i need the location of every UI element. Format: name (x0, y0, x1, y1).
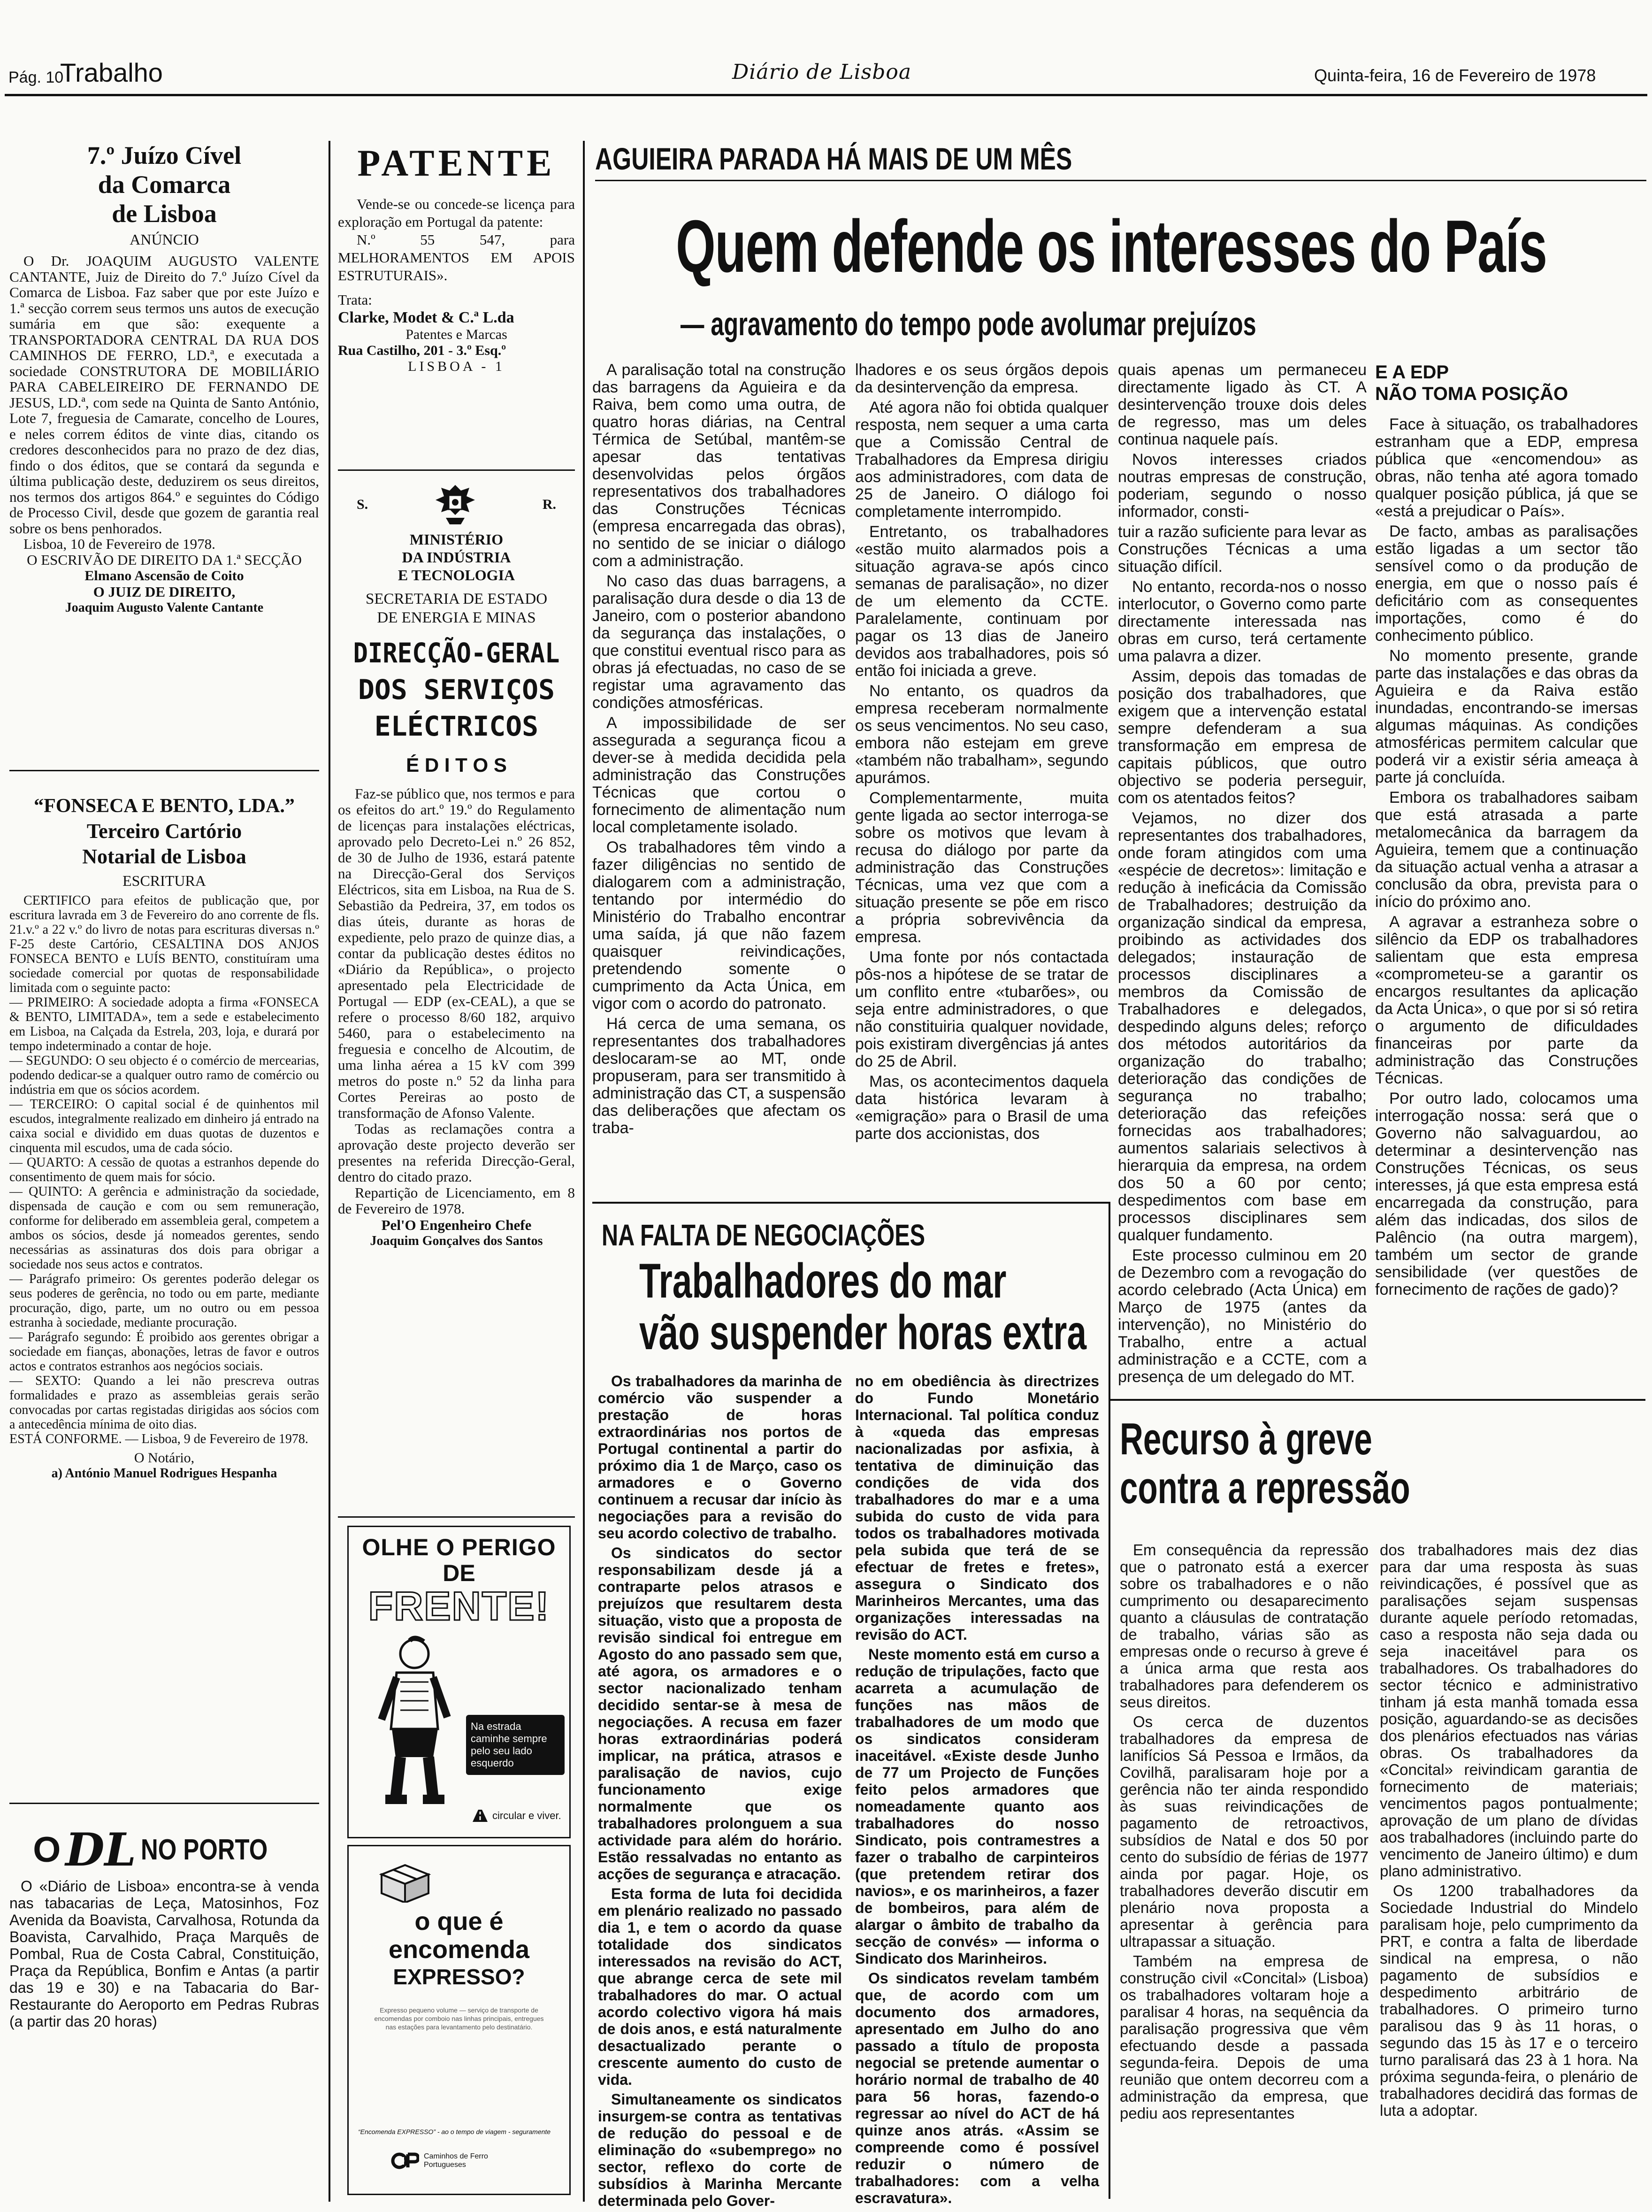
porto-box (9, 1821, 319, 2030)
patent-title: PATENTE (357, 143, 556, 184)
ministry-r: R. (542, 497, 556, 512)
cp-logo-icon (391, 2151, 419, 2170)
cp-brand (391, 2151, 499, 2170)
ministry-name: E TECNOLOGIA (398, 567, 515, 584)
sea-para: Os sindicatos do sector responsabilizam desde já a contraparte pelos atrasos e prejuízos que resultarem desta situação, visto que a proposta de revisão sindical foi entregue em Agosto do ano passado sem que, até agora, os armadores e o sector nacionalizado tenham decidido sentar-se à mesa de negociações. A recusa em fazer horas extraordinárias poderá implicar, na prática, atrasos e paralisação de navios, cujo funcionamento exige normalmente que os trabalhadores prolonguem a sua actividade para além do horário. Estão ressalvadas no entanto as acções de segurança e atracação. (598, 1544, 842, 1882)
main-col-2 (855, 361, 1109, 1145)
section-title: Trabalho (60, 58, 163, 87)
main-para: lhadores e os seus órgãos depois da desintervenção da empresa. (855, 361, 1109, 396)
main-para: Assim, depois das tomadas de posição dos trabalhadores, que exigem que a intervenção estatal sempre defenderam a sua transformação em empresa de capitais públicos, que outro objectivo se poderia perseguir, com os atentados feitos? (1118, 668, 1367, 807)
ministry-name: DA INDÚSTRIA (402, 549, 511, 566)
parcel-icon (377, 1860, 433, 1903)
main-para: Os trabalhadores têm vindo a fazer diligências no sentido de dialogarem com a administração, tentando por intermédio do Ministério do Trabalho encontrar uma saída, já que não fazem quaisquer reivindicações, pretendendo somente o cumprimento da Acta Única, em vigor com o acordo do patronato. (592, 838, 846, 1013)
main-deck: — agravamento do tempo pode avolumar prejuízos (681, 306, 1256, 342)
main-para: quais apenas um permaneceu directamente ligado às CT. A desintervenção trouxe dois deles de regresso, mas um deles continua naquele país. (1118, 361, 1367, 448)
directorate: ELÉCTRICOS (374, 710, 539, 742)
divider (338, 469, 575, 471)
main-para: Vejamos, no dizer dos representantes dos trabalhadores, onde foram atingidos com uma «espécie de decretos»: limitação e redução à ineficácia da Comissão de Trabalhadores; destruição da organização sindical da empresa, proibindo as actividades dos delegados; instauração de processos disciplinares a membros da Comissão de Trabalhadores e delegados, despedindo alguns deles; reforço dos métodos autoritários da organização do trabalho; deterioração das condições de segurança no trabalho; deterioração das refeições fornecidas aos trabalhadores; aumentos salariais selectivos à hierarquia da empresa, na ordem dos 50 a 60 por cento; despedimentos com base em processos disciplinares sem qualquer fundamento. (1118, 809, 1367, 1244)
ministry-text: Faz-se público que, nos termos e para os efeitos do art.º 19.º do Regulamento de licenças para instalações eléctricas, aprovado pelo Decreto-Lei n.º 26 852, de 30 de Julho de 1936, estará patente na Direcção-Geral dos Serviços Eléctricos, sita em Lisboa, na Rua de S. Sebastião da Pedreira, 37, em todos os dias úteis, durante as horas de expediente, pelo prazo de quinze dias, a contar da publicação destes éditos no «Diário da República», o projecto apresentado pela Electricidade de Portugal — EDP (ex-CEAL), a que se refere o processo 8/60 182, arquivo 5460, para o estabelecimento na freguesia e concelho de Alcoutim, de uma linha aérea a 15 kV com 399 metros do poste n.º 52 da linha para Cortes Pereiras ao posto de transformação de Afonso Valente. (338, 785, 575, 1121)
notice-title: de Lisboa (112, 200, 217, 228)
road-icon (471, 1809, 489, 1823)
sea-kicker: NA FALTA DE NEGOCIAÇÕES (602, 1218, 925, 1252)
page-number: Pág. 10 (8, 69, 64, 86)
main-para: Entretanto, os trabalhadores «estão muito alarmados pois a situação agrava-se após cinco semanas de paralisação», no dizer de um elemento da CCTE. Paralelamente, continuam por pagar os 13 dias de Janeiro devidos aos trabalhadores, pois só então foi iniciada a greve. (855, 523, 1109, 680)
patent-text: Vende-se ou concede-se licença para exploração em Portugal da patente: (338, 196, 575, 230)
strike-box (1110, 1399, 1645, 2199)
subhead: E A EDP (1375, 362, 1449, 383)
expresso-tagline: “Encomenda EXPRESSO” - ao o tempo de viagem - seguramente (358, 2128, 551, 2135)
ad-footer (471, 1809, 561, 1823)
editos-heading: É D I T O S (406, 754, 507, 776)
subhead: NÃO TOMA POSIÇÃO (1375, 384, 1568, 404)
road-safety-ad (347, 1526, 571, 1838)
deed-signature: a) António Manuel Rodrigues Hespanha (51, 1466, 277, 1481)
secretariat: SECRETARIA DE ESTADO (365, 591, 548, 607)
issue-date: Quinta-feira, 16 de Fevereiro de 1978 (1314, 66, 1596, 85)
ministry-signature: Joaquim Gonçalves dos Santos (370, 1234, 543, 1248)
deed-para: — QUARTO: A cessão de quotas a estranhos depende do consentimento de quem mais for sócio. (9, 1155, 319, 1184)
notice-body: O Dr. JOAQUIM AUGUSTO VALENTE CANTANTE, Juiz de Direito do 7.º Juízo Cível da Comarca de Lisboa. Faz saber que por este Juízo e 1.ª secção correm seus termos uns autos de execução sumária em que são: exequente a TRANSPORTADORA CENTRAL DA RUA DOS CAMINHOS DE FERRO, LD.ª, e executada a sociedade CONSTRUTORA DE MOBILIÁRIO PARA CABELEIREIRO DE FERNANDO DE JESUS, LD.ª, com sede na Quinta de Santo António, Lote 7, freguesia de Camarate, concelho de Loures, e neles correm éditos de vinte dias, citando os credores desconhecidos para no prazo de dez dias, findo o dos éditos, que se contará da segunda e última publicação deste, deduzirem os seus direitos, nos termos dos artigos 864.º e seguintes do Código de Processo Civil, desde que gozem de garantia real sobre os bens penhorados. (9, 253, 319, 537)
ad-footer-text: circular e viver. (492, 1810, 561, 1821)
patent-firm: Clarke, Modet & C.ª L.da (338, 309, 514, 326)
patent-firm-sub: Patentes e Marcas (405, 327, 507, 342)
notice-date: Lisboa, 10 de Fevereiro de 1978. (23, 536, 215, 552)
strike-para: Os 1200 trabalhadores da Sociedade Industrial do Mindelo paralisam hoje, pelo cumprimento da PRT, e contra a falta de liberdade sindical na empresa, o não pagamento de subsídios e despedimento arbitrário de trabalhadores. O primeiro turno paralisou das 9 às 11 horas, o segundo das 15 às 17 e o terceiro turno paralisará das 23 à 1 hora. Na próxima segunda-feira, o plenário de trabalhadores decidirá das formas de luta a adoptar. (1380, 1882, 1638, 2119)
main-para: tuir a razão suficiente para levar as Construções Técnicas a uma situação difícil. (1118, 523, 1367, 576)
main-para: Até agora não foi obtida qualquer resposta, nem sequer a uma carta que a Comissão Central de Trabalhadores da Empresa dirigiu aos administradores, com data de 25 de Janeiro. O diálogo foi completamente interrompido. (855, 399, 1109, 521)
ad-headline: DE (443, 1560, 475, 1586)
dl-logo: DL (65, 1823, 137, 1876)
expresso-question (349, 1907, 569, 1990)
deed-title: “FONSECA E BENTO, LDA.” (34, 795, 295, 817)
strike-para: dos trabalhadores mais dez dias para dar uma resposta às suas reivindicações, é possível que as paralisações sejam suspensas durante aquele período retomadas, caso a resposta não seja dada ou seja inaceitável para os trabalhadores. Os trabalhadores do sector técnico e administrativo tinham já esta manhã tomada essa posição, aguardando-se as decisões dos plenários efectuados nas várias obras. Os trabalhadores da «Concital» reivindicam garantia de fornecimento de materiais; vencimentos pagos pontualmente; aprovação de um plano de dívidas aos trabalhadores (incluindo parte do vencimento de Janeiro último) e dum plano administrativo. (1380, 1541, 1638, 1880)
main-col-4 (1375, 361, 1638, 1301)
main-col-1 (592, 361, 846, 1140)
divider (9, 1803, 319, 1804)
main-para: Há cerca de uma semana, os representantes dos trabalhadores deslocaram-se ao MT, onde propuseram, para ser transmitido à administração das CT, a suspensão das deliberações que afectam os traba- (592, 1015, 846, 1137)
deed-para: — QUINTO: A gerência e administração da sociedade, dispensada de caução e com ou sem remuneração, conforme for deliberado em assembleia geral, competem a ambos os sócios, desde já nomeados gerentes, sendo necessárias as assinaturas dos dois para obrigar a sociedade nos seus actos e contratos. (9, 1184, 319, 1272)
expresso-q2: encomenda (388, 1936, 530, 1964)
main-kicker: AGUIEIRA PARADA HÁ MAIS DE UM MÊS (595, 141, 1072, 176)
kicker-rule (595, 180, 1646, 181)
main-para: A agravar a estranheza sobre o silêncio da EDP os trabalhadores salientam que esta empresa «comprometeu-se a garantir os encargos resultantes da aplicação da Acta Única», o que por si só retira o argumento de dificuldades financeiras por parte da administração das Construções Técnicas. (1375, 913, 1638, 1087)
ad-headline-big: FRENTE! (368, 1584, 550, 1629)
ad-bubble: Na estrada caminhe sempre pelo seu lado esquerdo (466, 1715, 565, 1775)
sea-para: Simultaneamente os sindicatos insurgem-se contra as tentativas de redução do pessoal e de eliminação do «subemprego» no sector, reflexo do corte de subsídios à Marinha Mercante determinada pelo Gover- (598, 2091, 842, 2209)
main-col-3 (1118, 361, 1367, 1389)
expresso-q3: EXPRESSO? (393, 1965, 525, 1989)
patent-text: N.º 55 547, para MELHORAMENTOS EM APOIS ESTRUTURAIS». (338, 231, 575, 284)
header-rule (5, 94, 1647, 96)
ministry-text: Todas as reclamações contra a aprovação deste projecto deverão ser presentes na referida Direcção-Geral, dentro do citado prazo. (338, 1121, 575, 1185)
sea-box (592, 1202, 1110, 2209)
ministry-signature: Pel'O Engenheiro Chefe (381, 1217, 532, 1233)
deed-para: — TERCEIRO: O capital social é de quinhentos mil escudos, integralmente realizado em dinheiro já entrado na caixa social e dividido em duas quotas de duzentos e cinquenta mil escudos, uma de cada sócio. (9, 1097, 319, 1155)
main-para: Mas, os acontecimentos daquela data histórica levaram à «emigração» para o Brasil de uma parte dos accionistas, dos (855, 1073, 1109, 1143)
cp-brand-text: Caminhos de Ferro Portugueses (424, 2152, 488, 2169)
main-para: No entanto, recorda-nos o nosso interlocutor, o Governo como parte directamente interessada nas obras em curso, terá certamente uma palavra a dizer. (1118, 578, 1367, 665)
deed-para: ESTÁ CONFORME. — Lisboa, 9 de Fevereiro de 1978. (9, 1432, 308, 1446)
main-para: No entanto, os quadros da empresa receberam normalmente os seus vencimentos. No seu caso, embora não estejam em greve «também não trabalham», segundo apurámos. (855, 682, 1109, 787)
directorate: DIRECÇÃO-GERAL (353, 637, 560, 669)
deed-para: — SEXTO: Quando a lei não prescreva outras formalidades e prazo as assembleias gerais serão convocadas por cartas registadas dirigidas aos sócios com a antecedência mínima de oito dias. (9, 1374, 319, 1432)
coat-of-arms-row (338, 479, 575, 530)
strike-para: Os cerca de duzentos trabalhadores da empresa de lanifícios Sá Pessoa e Irmãos, da Covilhã, paralisaram hoje por a gerência não ter ainda respondido às suas reivindicações de pagamento de retroactivos, subsídios de Natal e dos 50 por cento do subsídio de férias de 1977 ainda por pagar. Hoje, os trabalhadores deverão discutir em plenário nova proposta a apresentar à gerência para ultrapassar a situação. (1120, 1713, 1369, 1950)
notice-signature: O JUIZ DE DIREITO, (93, 583, 236, 600)
expresso-q1: o que é (414, 1907, 504, 1936)
sea-col-1 (598, 1373, 842, 2212)
main-headline: Quem defende os interesses do País (676, 205, 1547, 288)
expresso-small-print: Expresso pequeno volume — serviço de transporte de encomendas por comboio nas linhas principais, entregues nas estações para levantamento pelo destinatário. (374, 2006, 544, 2031)
pedestrian-icon (363, 1635, 461, 1809)
main-para: Embora os trabalhadores saibam que está atrasada a parte metalomecânica da barragem da Aguieira, temem que a continuação da situação actual venha a atrasar a conclusão da obra, prevista para o início do próximo ano. (1375, 789, 1638, 911)
notice-kind: ANÚNCIO (130, 231, 199, 248)
deed-kind: ESCRITURA (122, 872, 206, 889)
notice-signature: Joaquim Augusto Valente Cantante (65, 600, 264, 615)
deed-para: — Parágrafo segundo: É proibido aos gerentes obrigar a sociedade em fianças, abonações, letras de favor e outros actos e contratos estranhos aos negócios sociais. (9, 1330, 319, 1374)
main-para: Este processo culminou em 20 de Dezembro com a revogação do acordo celebrado (Acta Única) em Março de 1975 (antes da intervenção), no Ministério do Trabalho, entre a actual administração e a CCTE, com a presença de um delegado do MT. (1118, 1246, 1367, 1386)
strike-para: Em consequência da repressão que o patronato está a exercer sobre os trabalhadores e o não cumprimento ou desaparecimento quanto a cláusulas de contratação de trabalho, várias são as empresas onde o recurso à greve é a única arma que resta aos trabalhadores para defenderem os seus direitos. (1120, 1541, 1369, 1711)
sea-para: Os trabalhadores da marinha de comércio vão suspender a prestação de horas extraordinárias nos portos de Portugal continental a partir do próximo dia 1 de Março, caso os armadores e o Governo continuem a recusar dar início às negociações para a revisão do seu acordo colectivo de trabalho. (598, 1373, 842, 1542)
strike-para: Também na empresa de construção civil «Concital» (Lisboa) os trabalhadores voltaram hoje a paralisar 4 horas, na sequência da paralisação progressiva que vêm efectuando desde a passada segunda-feira. Depois de uma reunião que ontem decorreu com a administração da empresa, que pediu aos representantes (1120, 1952, 1369, 2122)
porto-body: O «Diário de Lisboa» encontra-se à venda nas tabacarias de Leça, Matosinhos, Foz Avenida da Boavista, Carvalhosa, Rotunda da Boavista, Carvalhido, Praça Marquês de Pombal, Rua de Costa Cabral, Constituição, Praça da República, Bonfim e Antas (a partir das 19 e 30) e na Tabacaria do Bar-Restaurante do Aeroporto em Pedras Rubras (a partir das 20 horas) (9, 1878, 319, 2030)
coat-of-arms-icon (432, 481, 479, 528)
notice-title: da Comarca (98, 170, 231, 199)
notice-signature: Elmano Ascensão de Coito (84, 568, 244, 584)
deed-notice (9, 793, 319, 1481)
patent-text: Trata: (338, 292, 372, 308)
main-para: Face à situação, os trabalhadores estranham que a EDP, empresa pública que «encomendou» as obras, não tenha até agora tomado qualquer posição pública, já que se «está a prejudicar o País». (1375, 415, 1638, 520)
strike-headline: contra a repressão (1120, 1463, 1410, 1513)
deed-title: Terceiro Cartório (86, 820, 242, 843)
patent-ad (338, 141, 575, 375)
ad-headline: OLHE O PERIGO (362, 1534, 556, 1560)
main-para: A paralisação total na construção das barragens da Aguieira e da Raiva, bem como uma outra, de quatro horas diárias, na Central Térmica de Setúbal, mantêm-se apesar das tentativas desenvolvidas pelos órgãos representativos dos trabalhadores das Construções Técnicas (empresa encarregada das obras), no sentido de se iniciar o diálogo com a administração. (592, 361, 846, 570)
main-para: A impossibilidade de ser assegurada a segurança ficou a dever-se à medida decidida pela administração das Construções Técnicas que cortou o fornecimento de alimentação num local completamente isolado. (592, 714, 846, 836)
divider (9, 770, 319, 771)
notice-signature: O ESCRIVÃO DE DIREITO DA 1.ª SECÇÃO (27, 551, 302, 568)
expresso-ad (347, 1845, 571, 2195)
deed-signature: O Notário, (134, 1450, 195, 1466)
ministry-notice (338, 479, 575, 1249)
porto-suffix: NO PORTO (141, 1833, 268, 1866)
deed-para: — PRIMEIRO: A sociedade adopta a firma «FONSECA & BENTO, LIMITADA», tem a sede e estabelecimento em Lisboa, na Calçada da Estrela, 203, loja, e durará por tempo indeterminado a contar de hoje. (9, 995, 319, 1053)
court-notice (9, 141, 319, 616)
deed-para: CERTIFICO para efeitos de publicação que, por escritura lavrada em 3 de Fevereiro do ano corrente de fls. 21.v.º a 22 v.º do livro de notas para escrituras diversas n.º F-25 deste Cartório, CESALTINA DOS ANJOS FONSECA BENTO e LUÍS BENTO, constituíram uma sociedade comercial por quotas de responsabilidade limitada com o seguinte pacto: (9, 893, 319, 995)
ministry-name: MINISTÉRIO (409, 531, 504, 548)
patent-address: Rua Castilho, 201 - 3.º Esq.º (338, 343, 506, 358)
sea-para: Neste momento está em curso a redução de tripulações, facto que acarreta a acumulação de funções nas mãos de trabalhadores de um modo que os sindicatos consideram inaceitável. «Existe desde Junho de 77 um Projecto de Funções feito pelos armadores que nomeadamente quanto aos trabalhadores do nosso Sindicato, pois contramestres a fazer o trabalho de carpinteiros (que pretendem retirar dos navios», e os marinheiros, a fazer de bombeiros, para além de alargar o âmbito de trabalho da secção de convés» — informa o Sindicato dos Marinheiros. (855, 1646, 1099, 1967)
patent-city: LISBOA - 1 (408, 359, 505, 374)
porto-prefix: O (33, 1829, 61, 1870)
sea-para: Os sindicatos revelam também que, de acordo com um documento dos armadores, apresentado em Julho do ano passado a título de proposta negocial se pretende aumentar o horário normal de trabalho de 40 para 56 horas, fazendo-o regressar ao nível do ACT de há quinze anos atrás. «Assim se compreende como é possível reduzir o número de trabalhadores: com a velha escravatura». (855, 1970, 1099, 2206)
deed-para: — SEGUNDO: O seu objecto é o comércio de mercearias, podendo dedicar-se a qualquer outro ramo de comércio ou indústria em que os sócios acordem. (9, 1053, 319, 1097)
masthead-logo: Diário de Lisboa (732, 60, 912, 84)
column-rule (329, 141, 330, 2202)
directorate: DOS SERVIÇOS (358, 674, 555, 706)
ministry-s: S. (357, 497, 368, 512)
secretariat: DE ENERGIA E MINAS (377, 609, 536, 626)
main-para: Uma fonte por nós contactada pôs-nos a hipótese de se tratar de um conflito entre «tubarões», ou seja entre administradores, o que não constituiria qualquer novidade, pois existiram divergências já antes do 25 de Abril. (855, 948, 1109, 1070)
strike-col-1 (1120, 1542, 1369, 2125)
main-para: Complementarmente, muita gente ligada ao sector interroga-se sobre os motivos que levam à recusa do diálogo por parte da administração das Construções Técnicas, uma vez que com a situação presente se põe em risco a própria sobrevivência da empresa. (855, 789, 1109, 946)
main-para: Por outro lado, colocamos uma interrogação nossa: será que o Governo não salvaguardou, ao determinar a desintervenção nas Construções Técnicas, os seus interesses, já que esta empresa está encarregada da construção, para além das indicadas, dos silos de Palêncio (na outra margem), também um sector de grande sensibilidade (ver questões de fornecimento de rações de gado)? (1375, 1090, 1638, 1298)
sea-col-2 (855, 1373, 1099, 2209)
sea-headline: Trabalhadores do mar (639, 1254, 1007, 1308)
divider (338, 1516, 575, 1518)
main-para: Novos interesses criados noutras empresas de construção, poderiam, segundo o nosso informador, consti- (1118, 451, 1367, 521)
main-para: No momento presente, grande parte das instalações e das obras da Aguieira e da Raiva estão inundadas, encontrando-se imersas algumas máquinas. As condições atmosféricas permitem calcular que poderá vir a existir séria ameaça à parte já concluída. (1375, 647, 1638, 786)
strike-headline: Recurso à greve (1120, 1414, 1372, 1464)
sea-para: Esta forma de luta foi decidida em plenário realizado no passado dia 1, e tem o acordo da quase totalidade dos sindicatos interessados na revisão do ACT, que abrange cerca de sete mil trabalhadores do mar. O actual acordo colectivo vigora há mais de dois anos, e está naturalmente desactualizado perante o crescente aumento do custo de vida. (598, 1885, 842, 2088)
column-rule (583, 141, 585, 2202)
ministry-text: Repartição de Licenciamento, em 8 de Fevereiro de 1978. (338, 1184, 575, 1217)
deed-para: — Parágrafo primeiro: Os gerentes poderão delegar os seus poderes de gerência, no todo ou em parte, mediante procuração, digo, parte, um no outro ou em pessoa estranha à sociedade, mediante procuração. (9, 1272, 319, 1330)
notice-title: 7.º Juízo Cível (87, 141, 242, 169)
porto-title (9, 1821, 319, 1878)
sea-para: no em obediência às directrizes do Fundo Monetário Internacional. Tal política conduz à «queda das empresas nacionalizadas por asfixia, à tentativa de diminuição das condições de vida dos trabalhadores do mar e a uma subida do custo de vida para todos os trabalhadores motivada pela subida que terá de se efectuar de fretes e fretes», assegura o Sindicato dos Marinheiros Mercantes, uma das organizações interessadas na revisão do ACT. (855, 1373, 1099, 1643)
main-para: No caso das duas barragens, a paralisação dura desde o dia 13 de Janeiro, com o posterior abandono da segurança das instalações, o que constitui eventual risco para as obras já efectuadas, no caso de se registar uma agravamento das condições atmosféricas. (592, 572, 846, 712)
sea-headline: vão suspender horas extra (639, 1306, 1087, 1360)
strike-col-2 (1380, 1542, 1638, 2122)
deed-title: Notarial de Lisboa (82, 845, 246, 868)
main-para: De facto, ambas as paralisações estão ligadas a um sector tão sensível como o da produção de energia, em que o nosso país é deficitário com as consequentes importações, como é do conhecimento público. (1375, 522, 1638, 645)
